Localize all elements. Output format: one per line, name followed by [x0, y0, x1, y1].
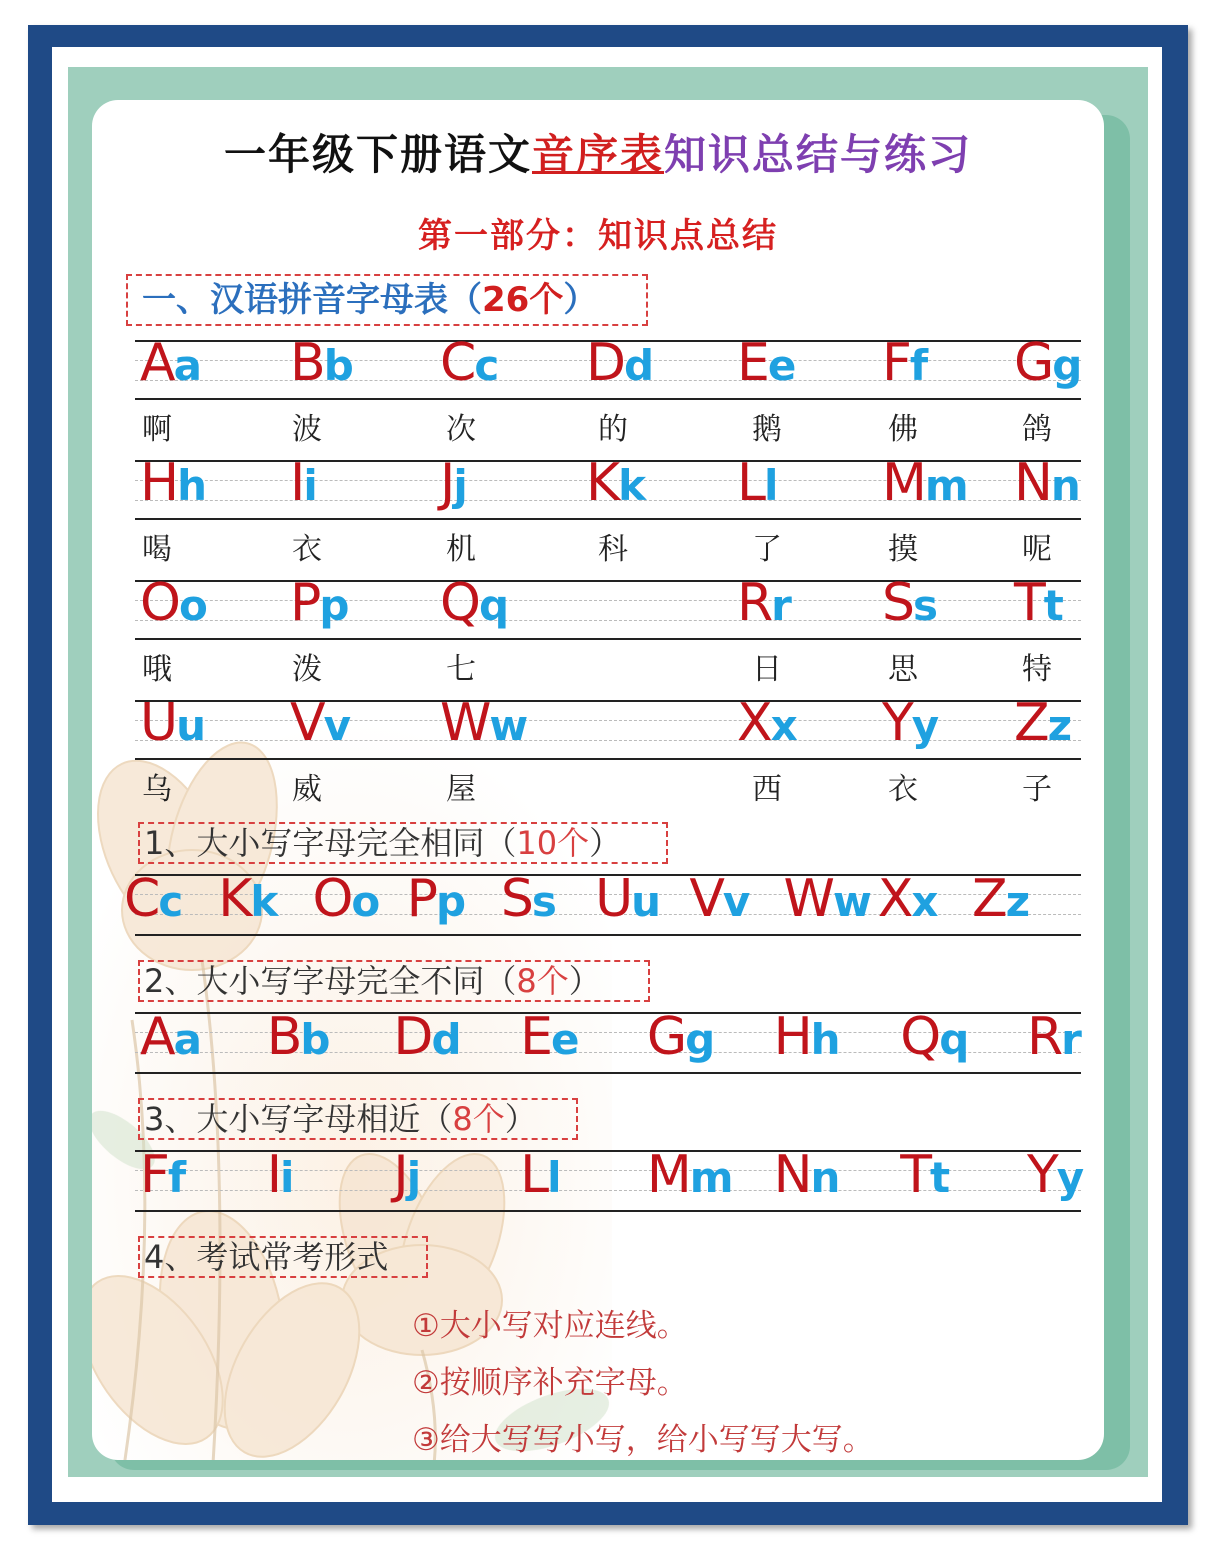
letter-pair — [1027, 1144, 1104, 1209]
letter-pair — [290, 452, 440, 517]
ruled-line — [135, 934, 1081, 936]
lowercase-letter: o — [178, 581, 206, 630]
lowercase-letter: u — [176, 701, 204, 750]
lowercase-letter: z — [1047, 701, 1071, 750]
uppercase-letter: T — [900, 1145, 931, 1205]
uppercase-letter: B — [266, 1007, 301, 1067]
pronunciation-char: 喝 — [142, 532, 172, 567]
pronunciation-char: 泼 — [292, 652, 322, 687]
section-label: 一、汉语拼音字母表（ — [142, 280, 482, 320]
lowercase-letter: k — [250, 877, 277, 926]
uppercase-letter: J — [440, 453, 454, 513]
letter-pair — [737, 692, 887, 757]
uppercase-letter: S — [500, 869, 532, 929]
uppercase-letter: P — [290, 573, 320, 633]
uppercase-letter: F — [140, 1145, 168, 1205]
uppercase-letter: X — [737, 693, 771, 753]
uppercase-letter: G — [1014, 333, 1053, 393]
uppercase-letter: E — [737, 333, 768, 393]
pronunciation-char: 西 — [752, 772, 782, 807]
uppercase-letter: D — [586, 333, 625, 393]
pronunciation-char: 了 — [752, 532, 782, 567]
content-card — [92, 100, 1104, 1460]
lowercase-letter: o — [351, 877, 379, 926]
letter-pair — [737, 332, 887, 397]
ruled-line — [135, 638, 1081, 640]
lowercase-letter: q — [939, 1015, 968, 1064]
uppercase-letter: I — [266, 1145, 281, 1205]
lowercase-letter: m — [924, 461, 967, 510]
pronunciation-char: 威 — [292, 772, 322, 807]
section-close: ） — [563, 280, 598, 320]
uppercase-letter: Q — [900, 1007, 940, 1067]
page-title — [92, 122, 1104, 182]
letter-pair — [586, 332, 736, 397]
letter-pair — [1027, 1006, 1104, 1071]
exam-heading — [138, 1236, 428, 1278]
uppercase-letter: N — [1014, 453, 1051, 513]
lowercase-letter: a — [173, 341, 200, 390]
uppercase-letter: K — [218, 869, 251, 929]
uppercase-letter: A — [140, 1007, 174, 1067]
lowercase-letter: z — [1005, 877, 1029, 926]
exam-item: ③给大写写小写，给小写写大写。 — [412, 1422, 874, 1458]
lowercase-letter: m — [689, 1153, 732, 1202]
pronunciation-char: 机 — [446, 532, 476, 567]
part-heading: 第一部分：知识点总结 — [418, 216, 778, 256]
lowercase-letter: c — [474, 341, 498, 390]
lowercase-letter: f — [909, 341, 927, 390]
group-heading — [138, 1098, 578, 1140]
ruled-line — [135, 1072, 1081, 1074]
uppercase-letter: R — [737, 573, 772, 633]
exam-label: 4、考试常考形式 — [144, 1238, 389, 1276]
group-label: 3、大小写字母相近（ — [144, 1100, 453, 1138]
lowercase-letter: p — [436, 877, 465, 926]
letter-pair — [586, 452, 736, 517]
lowercase-letter: j — [406, 1153, 420, 1202]
group-heading — [138, 822, 668, 864]
group-count: 10个 — [516, 824, 590, 862]
uppercase-letter: E — [520, 1007, 551, 1067]
uppercase-letter: R — [1027, 1007, 1062, 1067]
letter-pair — [737, 572, 887, 637]
uppercase-letter: L — [520, 1145, 548, 1205]
lowercase-letter: e — [551, 1015, 578, 1064]
lowercase-letter: s — [913, 581, 937, 630]
uppercase-letter: J — [393, 1145, 407, 1205]
pronunciation-char: 鸽 — [1022, 412, 1052, 447]
pronunciation-char: 衣 — [292, 532, 322, 567]
lowercase-letter: v — [323, 701, 349, 750]
uppercase-letter: V — [689, 869, 723, 929]
lowercase-letter: a — [173, 1015, 200, 1064]
lowercase-letter: q — [478, 581, 508, 630]
lowercase-letter: y — [1056, 1153, 1083, 1202]
group-close: ） — [589, 824, 622, 862]
uppercase-letter: Z — [972, 869, 1006, 929]
ruled-line — [135, 398, 1081, 400]
uppercase-letter: A — [140, 333, 174, 393]
pronunciation-char: 七 — [446, 652, 476, 687]
pronunciation-char: 科 — [598, 532, 628, 567]
pronunciation-char: 次 — [446, 412, 476, 447]
lowercase-letter: e — [767, 341, 795, 390]
uppercase-letter: B — [290, 333, 324, 393]
pronunciation-char: 鹅 — [752, 412, 782, 447]
uppercase-letter: Y — [1027, 1145, 1057, 1205]
exam-item: ①大小写对应连线。 — [412, 1308, 688, 1344]
pronunciation-char: 哦 — [142, 652, 172, 687]
title-part1: 一年级下册语文 — [223, 130, 532, 179]
letter-pair — [972, 868, 1104, 933]
pronunciation-char: 波 — [292, 412, 322, 447]
lowercase-letter: i — [280, 1153, 293, 1202]
group-label: 1、大小写字母完全相同（ — [144, 824, 517, 862]
lowercase-letter: h — [810, 1015, 839, 1064]
pronunciation-char: 屋 — [446, 772, 476, 807]
lowercase-letter: y — [911, 701, 938, 750]
letter-pair — [440, 692, 590, 757]
pronunciation-char: 子 — [1022, 772, 1052, 807]
group-heading — [138, 960, 650, 1002]
uppercase-letter: H — [140, 453, 178, 513]
ruled-line — [135, 518, 1081, 520]
lowercase-letter: b — [323, 341, 352, 390]
uppercase-letter: L — [737, 453, 764, 513]
uppercase-letter: W — [440, 693, 490, 753]
uppercase-letter: T — [1014, 573, 1044, 633]
title-part3: 知识总结与练习 — [664, 130, 973, 179]
lowercase-letter: t — [930, 1153, 949, 1202]
uppercase-letter: W — [783, 869, 833, 929]
pronunciation-char: 佛 — [888, 412, 918, 447]
pronunciation-char: 衣 — [888, 772, 918, 807]
lowercase-letter: w — [489, 701, 527, 750]
letter-pair — [290, 572, 440, 637]
lowercase-letter: t — [1043, 581, 1062, 630]
pronunciation-char: 日 — [752, 652, 782, 687]
letter-pair — [290, 332, 440, 397]
letter-pair — [140, 332, 290, 397]
exam-item: ②按顺序补充字母。 — [412, 1365, 688, 1401]
letter-pair — [140, 452, 290, 517]
lowercase-letter: g — [685, 1015, 714, 1064]
uppercase-letter: I — [290, 453, 304, 513]
lowercase-letter: n — [810, 1153, 839, 1202]
title-part2: 音序表 — [531, 130, 664, 179]
uppercase-letter: Z — [1014, 693, 1048, 753]
uppercase-letter: C — [440, 333, 475, 393]
uppercase-letter: O — [312, 869, 352, 929]
group-count: 8个 — [452, 1100, 505, 1138]
group-close: ） — [504, 1100, 537, 1138]
lowercase-letter: i — [303, 461, 316, 510]
lowercase-letter: x — [911, 877, 937, 926]
lowercase-letter: f — [167, 1153, 185, 1202]
lowercase-letter: r — [771, 581, 790, 630]
pronunciation-char: 啊 — [142, 412, 172, 447]
letter-pair — [290, 692, 440, 757]
letter-pair — [1014, 332, 1104, 397]
lowercase-letter: d — [624, 341, 653, 390]
pronunciation-char: 摸 — [888, 532, 918, 567]
uppercase-letter: Q — [440, 573, 479, 633]
group-close: ） — [568, 962, 601, 1000]
lowercase-letter: h — [177, 461, 206, 510]
lowercase-letter: w — [832, 877, 870, 926]
lowercase-letter: u — [631, 877, 660, 926]
letter-pair — [140, 572, 290, 637]
uppercase-letter: P — [406, 869, 437, 929]
group-count: 8个 — [516, 962, 569, 1000]
uppercase-letter: U — [140, 693, 177, 753]
pronunciation-char: 呢 — [1022, 532, 1052, 567]
uppercase-letter: O — [140, 573, 179, 633]
uppercase-letter: K — [586, 453, 619, 513]
lowercase-letter: c — [158, 877, 182, 926]
letter-pair — [440, 452, 590, 517]
letter-pair — [1014, 572, 1104, 637]
lowercase-letter: r — [1061, 1015, 1080, 1064]
letter-pair — [1014, 452, 1104, 517]
group-label: 2、大小写字母完全不同（ — [144, 962, 517, 1000]
lowercase-letter: j — [453, 461, 466, 510]
letter-pair — [440, 572, 590, 637]
letter-pair — [737, 452, 887, 517]
letter-pair — [882, 692, 1032, 757]
uppercase-letter: M — [646, 1145, 690, 1205]
lowercase-letter: b — [300, 1015, 329, 1064]
uppercase-letter: V — [290, 693, 324, 753]
letter-pair — [440, 332, 590, 397]
letter-pair — [140, 692, 290, 757]
lowercase-letter: g — [1052, 341, 1081, 390]
letter-pair — [882, 452, 1032, 517]
uppercase-letter: U — [595, 869, 632, 929]
uppercase-letter: N — [773, 1145, 811, 1205]
uppercase-letter: H — [773, 1007, 811, 1067]
lowercase-letter: k — [618, 461, 645, 510]
letter-pair — [882, 572, 1032, 637]
lowercase-letter: x — [770, 701, 796, 750]
pronunciation-char: 思 — [888, 652, 918, 687]
pronunciation-char: 的 — [598, 412, 628, 447]
uppercase-letter: Y — [882, 693, 912, 753]
uppercase-letter: F — [882, 333, 910, 393]
lowercase-letter: s — [531, 877, 555, 926]
alphabet-section-heading — [126, 274, 648, 326]
uppercase-letter: G — [646, 1007, 686, 1067]
lowercase-letter: p — [319, 581, 348, 630]
ruled-line — [135, 758, 1081, 760]
uppercase-letter: C — [124, 869, 159, 929]
letter-pair — [1014, 692, 1104, 757]
uppercase-letter: D — [393, 1007, 432, 1067]
section-count: 26个 — [482, 280, 564, 320]
ruled-line — [135, 1210, 1081, 1212]
pronunciation-char: 乌 — [142, 772, 172, 807]
uppercase-letter: S — [882, 573, 914, 633]
lowercase-letter: l — [763, 461, 777, 510]
lowercase-letter: d — [431, 1015, 460, 1064]
letter-pair — [882, 332, 1032, 397]
uppercase-letter: M — [882, 453, 925, 513]
lowercase-letter: n — [1050, 461, 1079, 510]
lowercase-letter: v — [722, 877, 749, 926]
lowercase-letter: l — [547, 1153, 560, 1202]
uppercase-letter: X — [877, 869, 912, 929]
pronunciation-char: 特 — [1022, 652, 1052, 687]
